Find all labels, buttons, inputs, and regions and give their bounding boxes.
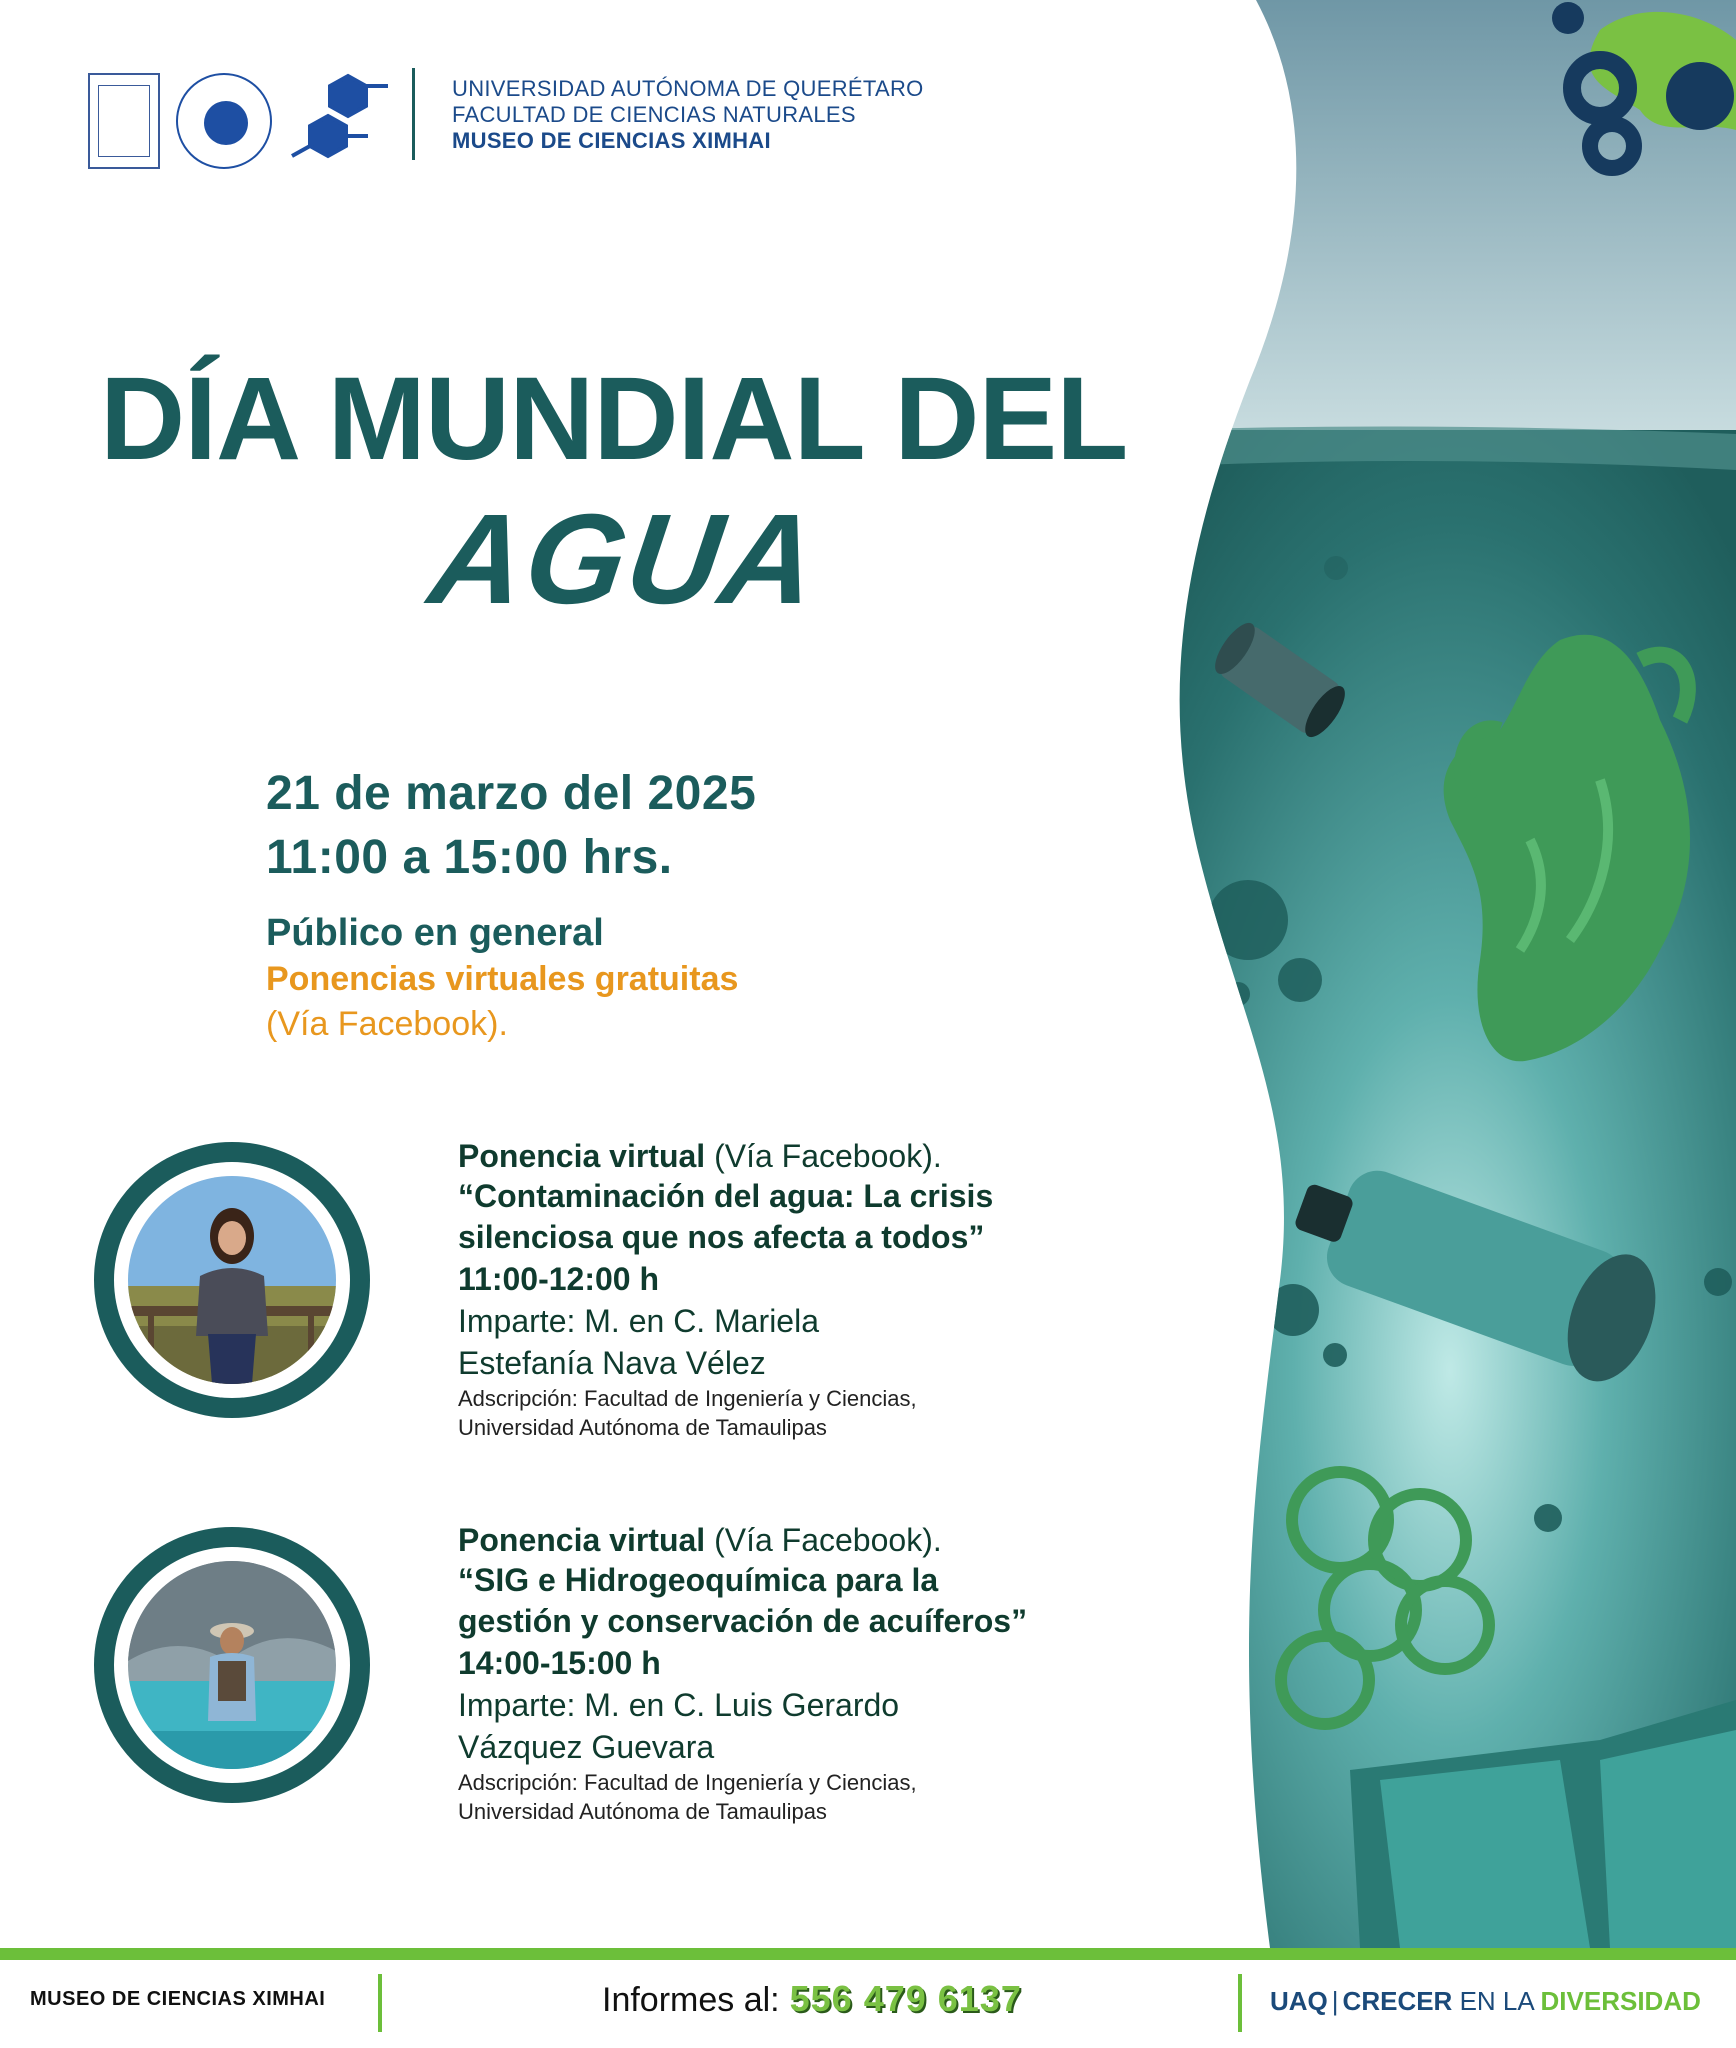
museum-name: MUSEO DE CIENCIAS XIMHAI	[452, 128, 771, 153]
footer-diversidad: DIVERSIDAD	[1540, 1986, 1701, 2016]
footer-slogan	[1270, 1986, 1701, 2017]
talk-kind	[458, 1136, 1038, 1176]
footer-uaq: UAQ	[1270, 1986, 1328, 2016]
talk-kind-channel: (Vía Facebook).	[714, 1138, 942, 1174]
speaker-photo-1	[128, 1176, 336, 1384]
talk-speaker-line2: Vázquez Guevara	[458, 1729, 715, 1765]
footer-slogan-separator: |	[1331, 1986, 1339, 2016]
talk-kind-word-2: virtual	[609, 1522, 706, 1558]
page-title-line2: AGUA	[422, 488, 827, 631]
speaker-portrait-2	[94, 1527, 370, 1803]
footer-contact	[602, 1978, 1022, 2020]
footer-divider-left	[378, 1974, 382, 2032]
talk-kind	[458, 1520, 1038, 1560]
molecule-logo	[288, 66, 398, 176]
talk-kind-word-1: Ponencia	[458, 1522, 601, 1558]
event-channel: (Vía Facebook).	[266, 1005, 508, 1043]
footer-en-la: EN LA	[1459, 1986, 1534, 2016]
footer-divider-right	[1238, 1974, 1242, 2032]
footer-info-label: Informes al:	[602, 1981, 780, 2019]
talk-title: “Contaminación del agua: La crisis silenciosa que nos afecta a todos”	[458, 1178, 994, 1255]
event-hours: 11:00 a 15:00 hrs.	[266, 831, 673, 884]
talk-kind-channel: (Vía Facebook).	[714, 1522, 942, 1558]
footer-phone-number[interactable]: 556 479 6137	[789, 1978, 1022, 2019]
event-audience: Público en general	[266, 912, 604, 954]
talk-speaker-line1: Imparte: M. en C. Mariela	[458, 1303, 819, 1339]
speaker-portrait-1	[94, 1142, 370, 1418]
header-logos	[88, 66, 398, 176]
page-title-line1: DÍA MUNDIAL DEL	[100, 353, 1128, 485]
ciencias-naturales-seal-logo	[176, 73, 272, 169]
talk-1	[458, 1136, 1038, 1442]
talk-time: 11:00-12:00 h	[458, 1261, 660, 1297]
footer-museum-name: MUSEO DE CIENCIAS XIMHAI	[30, 1988, 326, 2010]
talk-kind-word-1: Ponencia	[458, 1138, 601, 1174]
event-format: Ponencias virtuales gratuitas	[266, 960, 739, 998]
footer-accent-bar	[0, 1948, 1736, 1960]
talk-time: 14:00-15:00 h	[458, 1645, 661, 1681]
talk-affiliation-line2: Universidad Autónoma de Tamaulipas	[458, 1415, 827, 1440]
header-institution-text	[452, 76, 924, 154]
talk-speaker-line1: Imparte: M. en C. Luis Gerardo	[458, 1687, 900, 1723]
speaker-photo-2	[128, 1561, 336, 1769]
talk-kind-word-2: virtual	[609, 1138, 706, 1174]
event-date: 21 de marzo del 2025	[266, 767, 757, 820]
uaq-shield-logo	[88, 73, 160, 169]
faculty-name: FACULTAD DE CIENCIAS NATURALES	[452, 102, 856, 127]
header-divider	[412, 68, 415, 160]
footer-crecer: CRECER	[1342, 1986, 1453, 2016]
talk-affiliation-line1: Adscripción: Facultad de Ingeniería y Ciencias,	[458, 1770, 917, 1795]
event-info	[266, 762, 756, 1046]
talk-2	[458, 1520, 1038, 1826]
talk-speaker-line2: Estefanía Nava Vélez	[458, 1345, 766, 1381]
talk-affiliation-line2: Universidad Autónoma de Tamaulipas	[458, 1799, 827, 1824]
talk-title: “SIG e Hidrogeoquímica para la gestión y conservación de acuíferos”	[458, 1562, 1028, 1639]
university-name: UNIVERSIDAD AUTÓNOMA DE QUERÉTARO	[452, 76, 924, 101]
talk-affiliation-line1: Adscripción: Facultad de Ingeniería y Ciencias,	[458, 1386, 917, 1411]
